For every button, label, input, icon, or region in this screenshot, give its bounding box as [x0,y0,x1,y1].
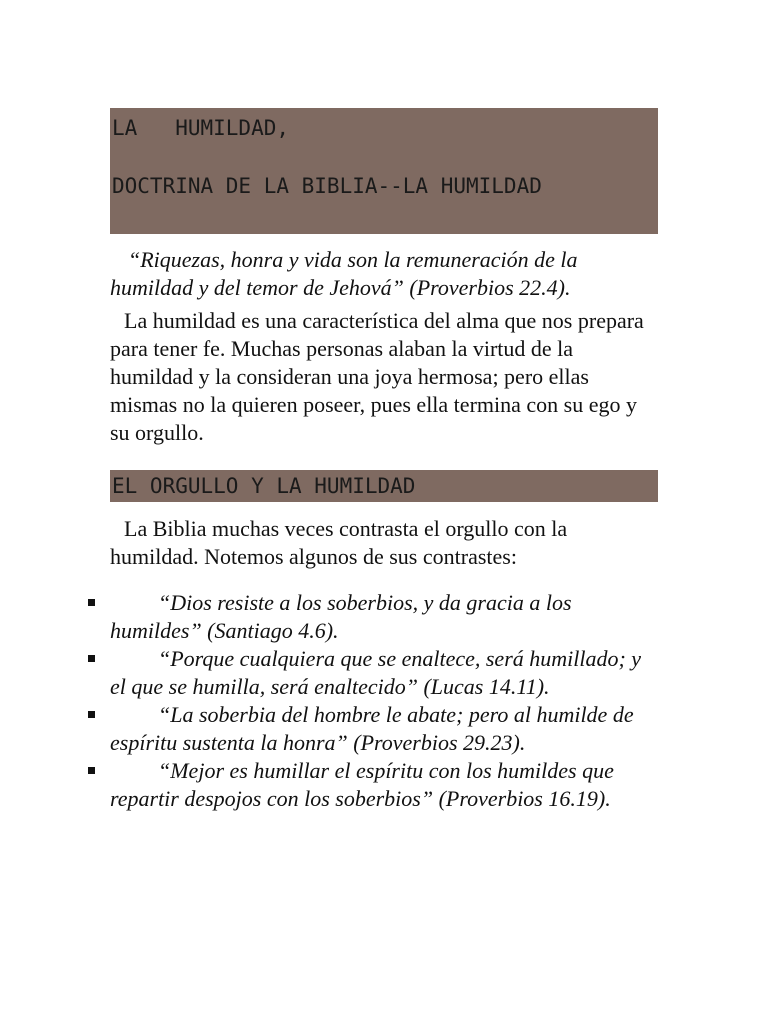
bullet-text: “La soberbia del hombre le abate; pero al humilde de espíritu sustenta la honra” (Proverbios 29.23). [110,702,634,755]
intro-quote: “Riquezas, honra y vida son la remuneración de la humildad y del temor de Jehová” (Proverbios 22.4). [110,247,578,300]
intro-paragraph: La humildad es una característica del alma que nos prepara para tener fe. Muchas personas alaban la virtud de la humildad y la consideran una joya hermosa; pero ellas mismas no la quieren poseer, pues ella termina con su ego y su orgullo. [110,308,644,445]
bullet-list [110,589,660,813]
bullet-text: “Dios resiste a los soberbios, y da gracia a los humildes” (Santiago 4.6). [110,590,572,643]
list-item [110,645,660,701]
section-heading: EL ORGULLO Y LA HUMILDAD [112,474,416,498]
section-paragraph: La Biblia muchas veces contrasta el orgullo con la humildad. Notemos algunos de sus contrastes: [110,516,568,569]
square-bullet-icon [88,655,95,662]
section-heading-band [110,470,658,502]
list-item [110,589,660,645]
bullet-text: “Mejor es humillar el espíritu con los humildes que repartir despojos con los soberbios” (Proverbios 16.19). [110,758,614,811]
title-band [110,108,658,234]
list-item [110,701,660,757]
square-bullet-icon [88,767,95,774]
square-bullet-icon [88,599,95,606]
list-item [110,757,660,813]
bullet-text: “Porque cualquiera que se enaltece, será humillado; y el que se humilla, será enaltecido” (Lucas 14.11). [110,646,642,699]
page-title: LA HUMILDAD, [112,116,290,140]
square-bullet-icon [88,711,95,718]
page-subtitle: DOCTRINA DE LA BIBLIA--LA HUMILDAD [112,174,542,198]
